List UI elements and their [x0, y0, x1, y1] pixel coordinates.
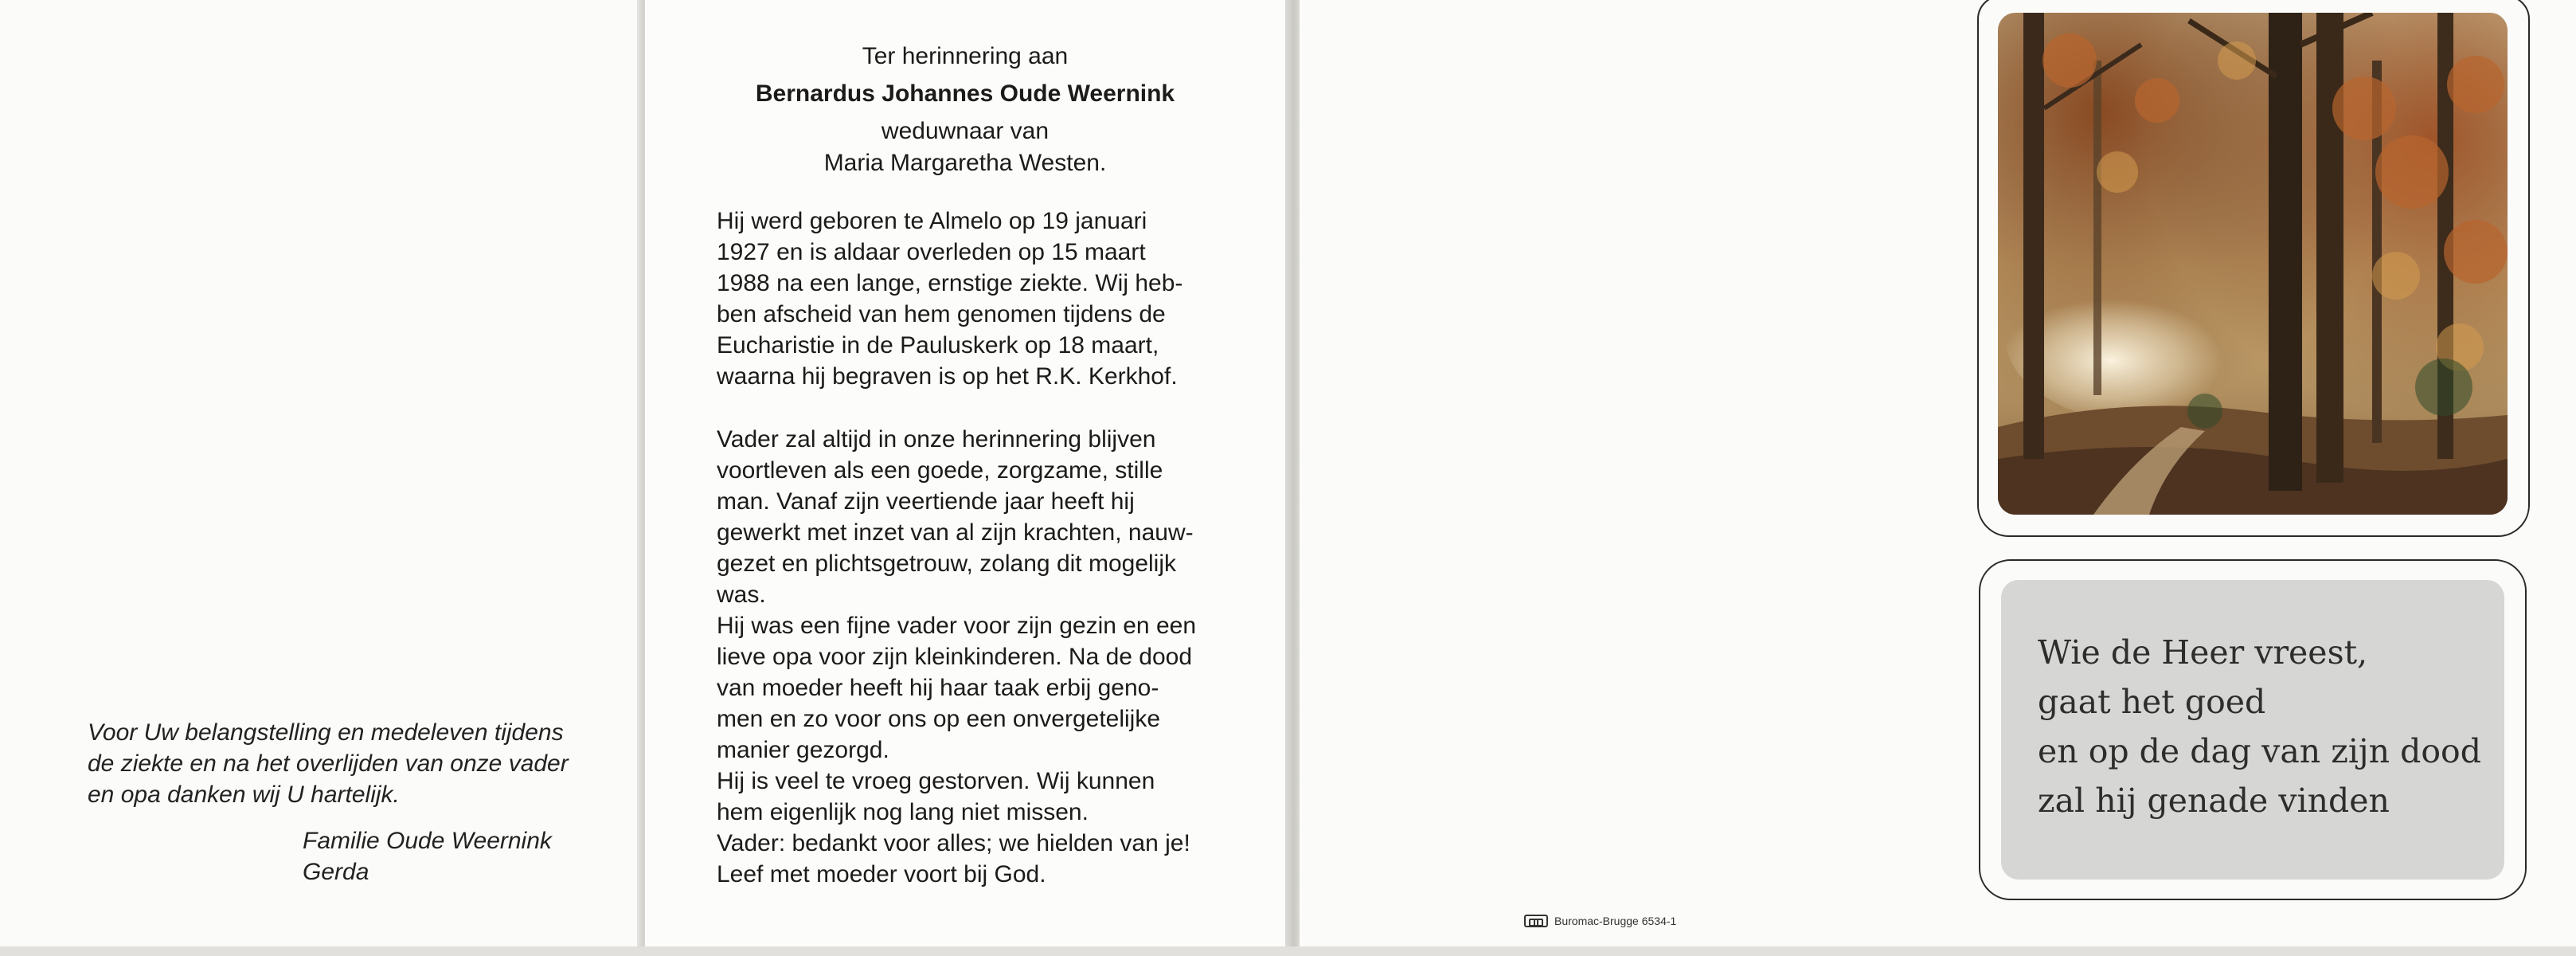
text-line: 1927 en is aldaar overleden op 15 maart — [717, 239, 1146, 265]
signature-line: Gerda — [303, 859, 369, 885]
biography-paragraph — [717, 206, 1226, 392]
text-line: man. Vanaf zijn veertiende jaar heeft hij — [717, 488, 1135, 515]
thanks-line: Voor Uw belangstelling en medeleven tijdens — [88, 719, 564, 746]
signature-line: Familie Oude Weernink — [303, 828, 552, 854]
text-line: van moeder heeft hij haar taak erbij geno- — [717, 675, 1159, 701]
printer-mark — [1524, 915, 1676, 927]
text-line: gezet en plichtsgetrouw, zolang dit mogelijk — [717, 550, 1177, 577]
verse-line: en op de dag van zijn dood — [2038, 732, 2481, 770]
verse-line: Wie de Heer vreest, — [2038, 633, 2368, 672]
verse-line: gaat het goed — [2038, 683, 2266, 721]
text-line: Hij is veel te vroeg gestorven. Wij kunnen — [717, 768, 1155, 794]
inner-right-panel — [645, 0, 1285, 950]
family-signature — [303, 825, 552, 887]
remembrance-paragraph — [717, 424, 1226, 890]
text-line: was. — [717, 582, 766, 608]
text-line: lieve opa voor zijn kleinkinderen. Na de dood — [717, 644, 1193, 670]
thanks-text — [88, 717, 605, 810]
relation-text: weduwnaar van — [881, 118, 1050, 144]
text-line: voortleven als een goede, zorgzame, stille — [717, 457, 1163, 484]
text-line: Hij was een fijne vader voor zijn gezin en een — [717, 613, 1197, 639]
text-line: waarna hij begraven is op het R.K. Kerkhof. — [717, 363, 1178, 390]
text-line: Hij werd geboren te Almelo op 19 januari — [717, 208, 1147, 234]
verse-line: zal hij genade vinden — [2038, 782, 2390, 820]
spouse-name: Maria Margaretha Westen. — [823, 150, 1107, 176]
printer-logo-icon — [1524, 915, 1548, 927]
text-line: manier gezorgd. — [717, 737, 889, 763]
card-bottom-edge — [0, 946, 2576, 956]
deceased-name: Bernardus Johannes Oude Weernink — [755, 80, 1175, 107]
text-line: Vader zal altijd in onze herinnering blijven — [717, 426, 1156, 453]
text-line: hem eigenlijk nog lang niet missen. — [717, 799, 1089, 825]
inner-left-panel — [0, 0, 645, 950]
thanks-line: en opa danken wij U hartelijk. — [88, 782, 400, 808]
text-line: Leef met moeder voort bij God. — [717, 861, 1046, 887]
text-line: 1988 na een lange, ernstige ziekte. Wij heb- — [717, 270, 1183, 296]
verse-panel — [2001, 580, 2504, 880]
text-line: men en zo voor ons op een onvergetelijke — [717, 706, 1161, 732]
text-line: Eucharistie in de Pauluskerk op 18 maart, — [717, 332, 1159, 358]
text-line: ben afscheid van hem genomen tijdens de — [717, 301, 1166, 327]
text-line: Vader: bedankt voor alles; we hielden van je! — [717, 830, 1190, 856]
front-panel — [1941, 0, 2576, 950]
autumn-forest-photo — [1998, 13, 2508, 515]
back-panel — [1300, 0, 1941, 950]
text-line: gewerkt met inzet van al zijn krachten, nauw- — [717, 519, 1194, 546]
thanks-line: de ziekte en na het overlijden van onze vader — [88, 750, 569, 777]
intro-text: Ter herinnering aan — [862, 43, 1069, 69]
printer-mark-text: Buromac-Brugge 6534-1 — [1554, 915, 1677, 927]
